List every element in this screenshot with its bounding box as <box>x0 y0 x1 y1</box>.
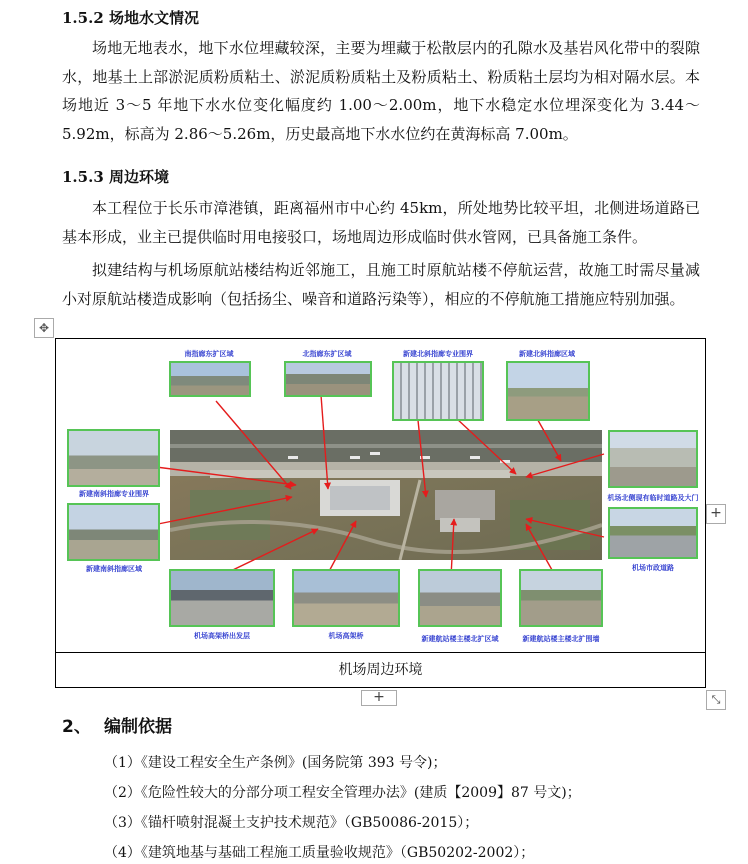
figure-cell[interactable] <box>56 339 705 653</box>
photo-bottom-3 <box>418 569 502 627</box>
resize-table-icon[interactable]: ⤡ <box>706 690 726 710</box>
photo-label-right-1: 机场北侧现有临时道路及大门 <box>607 494 699 502</box>
photo-top-1 <box>169 361 251 397</box>
photo-top-3 <box>392 361 484 421</box>
photo-right-1 <box>608 430 698 488</box>
photo-bottom-4 <box>519 569 603 627</box>
photo-left-1 <box>67 429 160 487</box>
photo-label-top-2: 北指廊东扩区域 <box>302 350 352 358</box>
photo-label-top-4: 新建北斜指廊区域 <box>519 350 575 358</box>
figure-caption: 机场周边环境 <box>338 662 423 678</box>
photo-bottom-2 <box>292 569 400 627</box>
photo-label-bottom-4: 新建航站楼主楼北扩围墙 <box>522 635 600 643</box>
paragraph-hydrology: 场地无地表水，地下水位埋藏较深，主要为埋藏于松散层内的孔隙水及基岩风化带中的裂隙水，地基土上部淤泥质粉质粘土、淤泥质粉质粘土及粉质粘土、粉质粘土层均为相对隔水层。本场地近 3～5 年地下水水位变化幅度约 1.00～2.00m，地下水稳定水位埋深变化为 3.44～5.92m，标高为 2.86～5.26m，历史最高地下水水位约在黄海标高 7.00m。 <box>62 39 700 143</box>
section-heading-2 <box>62 712 172 737</box>
section-heading-1-5-2: 1.5.2 场地水文情况 <box>62 9 199 27</box>
reference-item-4: （4）《建筑地基与基础工程施工质量验收规范》（GB50202-2002）； <box>104 845 535 861</box>
add-column-button[interactable]: + <box>706 504 726 524</box>
table-move-handle-icon[interactable]: ✥ <box>34 318 54 338</box>
reference-item-1: （1）《建设工程安全生产条例》(国务院第 393 号令)； <box>104 755 447 771</box>
paragraph-surroundings-1: 本工程位于长乐市漳港镇，距离福州市中心约 45km，所处地势比较平坦，北侧进场道路已基本形成，业主已提供临时用电接驳口，场地周边形成临时供水管网，已具备施工条件。 <box>62 199 700 246</box>
photo-label-top-1: 南指廊东扩区域 <box>184 350 234 358</box>
photo-label-top-3: 新建北斜指廊专业围界 <box>403 350 473 358</box>
section-title: 编制依据 <box>104 717 172 737</box>
photo-top-2 <box>284 361 372 397</box>
photo-label-bottom-2: 机场高架桥 <box>328 632 364 640</box>
photo-label-bottom-3: 新建航站楼主楼北扩区域 <box>421 635 499 643</box>
section-number: 2、 <box>62 717 91 737</box>
figure-table <box>55 338 706 688</box>
photo-bottom-1 <box>169 569 275 627</box>
add-row-button[interactable]: + <box>361 690 397 706</box>
photo-top-4 <box>506 361 590 421</box>
section-heading-1-5-3: 1.5.3 周边环境 <box>62 168 169 186</box>
reference-item-3: （3）《锚杆喷射混凝土支护技术规范》（GB50086-2015）； <box>104 815 479 831</box>
reference-item-2: （2）《危险性较大的分部分项工程安全管理办法》(建质【2009】87 号文)； <box>104 785 581 801</box>
photo-left-2 <box>67 503 160 561</box>
photo-right-2 <box>608 507 698 559</box>
photo-label-left-1: 新建南斜指廊专业围界 <box>79 490 149 498</box>
paragraph-surroundings-2: 拟建结构与机场原航站楼结构近邻施工，且施工时原航站楼不停航运营，故施工时需尽量减小对原航站楼造成影响（包括扬尘、噪音和道路污染等），相应的不停航施工措施应特别加强。 <box>62 261 700 308</box>
photo-label-bottom-1: 机场高架桥出发层 <box>194 632 250 640</box>
photo-label-right-2: 机场市政道路 <box>632 564 674 572</box>
photo-label-left-2: 新建南斜指廊区域 <box>86 565 142 573</box>
